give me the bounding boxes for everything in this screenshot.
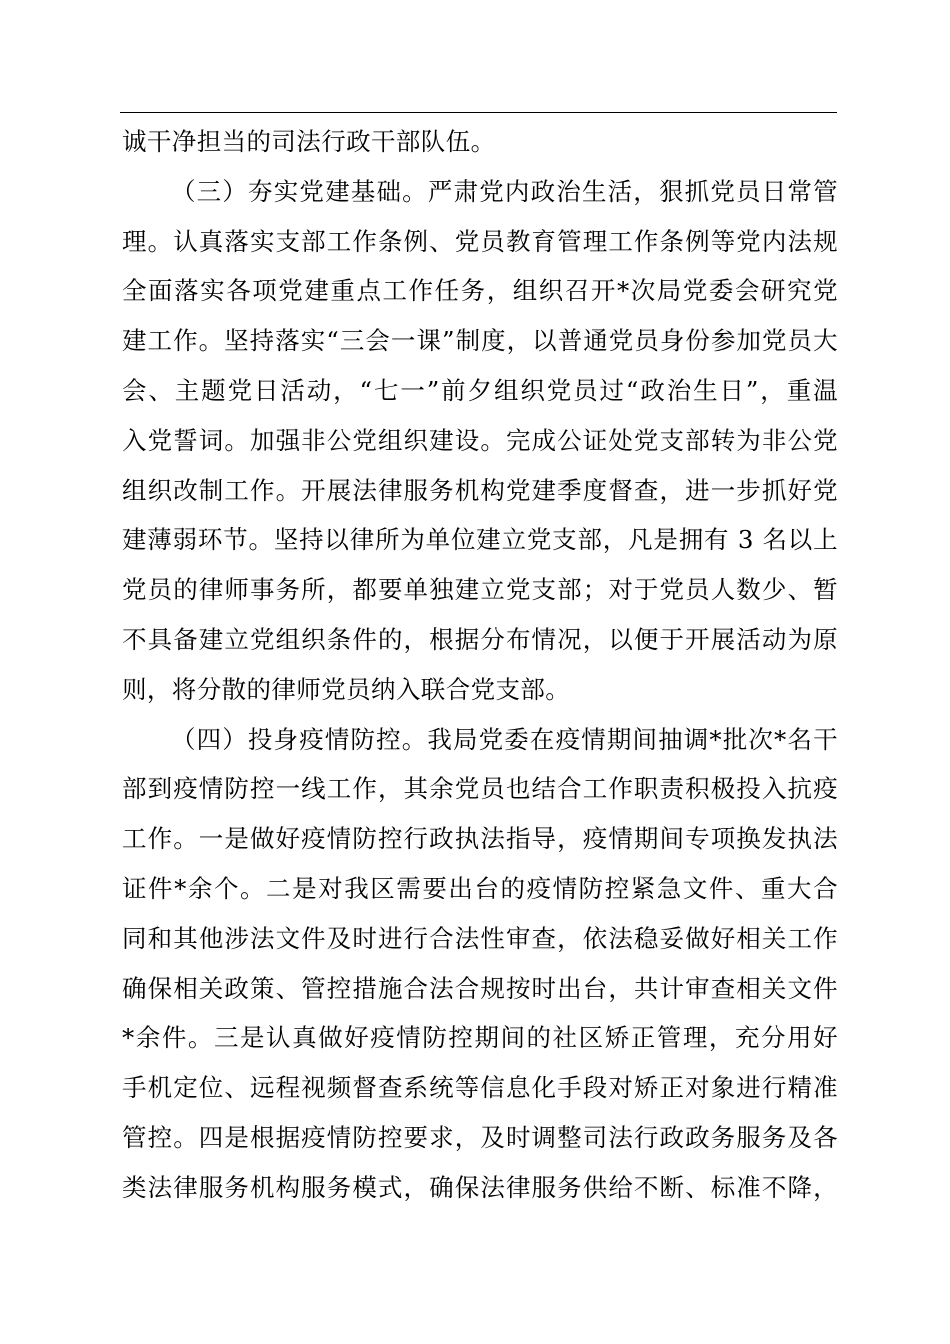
text-line: 建薄弱环节。坚持以律所为单位建立党支部，凡是拥有 3 名以上 bbox=[122, 525, 838, 555]
text-line: 管控。四是根据疫情防控要求，及时调整司法行政政务服务及各 bbox=[122, 1122, 838, 1152]
text-line: 部到疫情防控一线工作，其余党员也结合工作职责积极投入抗疫 bbox=[122, 774, 838, 804]
body-text bbox=[122, 117, 838, 1213]
text-line: 建工作。坚持落实“三会一课”制度，以普通党员身份参加党员大 bbox=[122, 326, 838, 356]
text-line: 确保相关政策、管控措施合法合规按时出台，共计审查相关文件 bbox=[122, 973, 838, 1003]
text-line: 理。认真落实支部工作条例、党员教育管理工作条例等党内法规 bbox=[122, 226, 838, 256]
text-line: 则，将分散的律师党员纳入联合党支部。 bbox=[122, 674, 571, 704]
text-line: 不具备建立党组织条件的，根据分布情况，以便于开展活动为原 bbox=[122, 624, 838, 654]
text-line: 证件*余个。二是对我区需要出台的疫情防控紧急文件、重大合 bbox=[122, 873, 838, 903]
text-line: 全面落实各项党建重点工作任务，组织召开*次局党委会研究党 bbox=[122, 276, 838, 306]
text-line: 工作。一是做好疫情防控行政执法指导，疫情期间专项换发执法 bbox=[122, 824, 838, 854]
text-line: 组织改制工作。开展法律服务机构党建季度督查，进一步抓好党 bbox=[122, 475, 838, 505]
text-line: 诚干净担当的司法行政干部队伍。 bbox=[122, 127, 496, 156]
text-line: 党员的律师事务所，都要单独建立党支部；对于党员人数少、暂 bbox=[122, 575, 838, 605]
text-line: 入党誓词。加强非公党组织建设。完成公证处党支部转为非公党 bbox=[122, 425, 838, 455]
text-line: 手机定位、远程视频督查系统等信息化手段对矫正对象进行精准 bbox=[122, 1073, 838, 1103]
header-rule bbox=[120, 112, 837, 113]
text-line: *余件。三是认真做好疫情防控期间的社区矫正管理，充分用好 bbox=[122, 1023, 838, 1053]
section-three-heading-line: （三）夯实党建基础。严肃党内政治生活，狠抓党员日常管 bbox=[171, 176, 838, 206]
text-line: 类法律服务机构服务模式，确保法律服务供给不断、标准不降， bbox=[122, 1172, 838, 1202]
text-line: 会、主题党日活动，“七一”前夕组织党员过“政治生日”，重温 bbox=[122, 375, 838, 405]
section-four-heading-line: （四）投身疫情防控。我局党委在疫情期间抽调*批次*名干 bbox=[171, 724, 838, 754]
text-line: 同和其他涉法文件及时进行合法性审查，依法稳妥做好相关工作 bbox=[122, 923, 838, 953]
